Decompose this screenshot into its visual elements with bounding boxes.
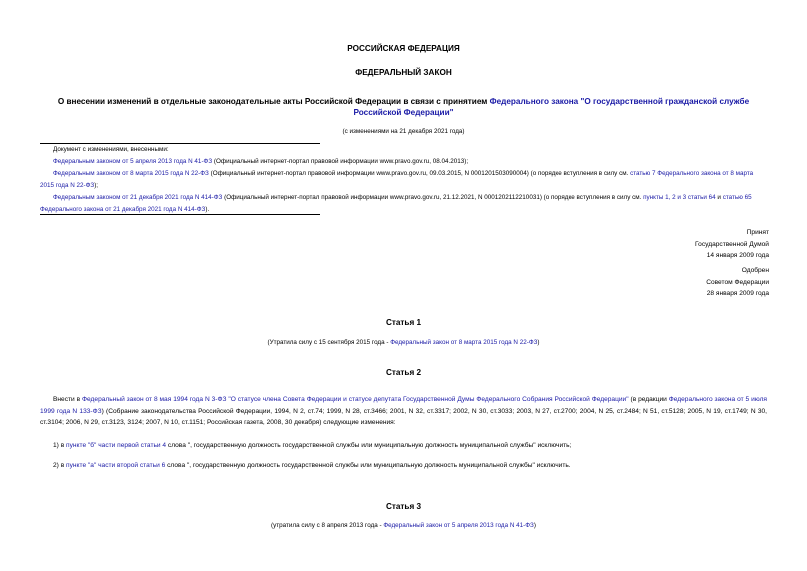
adoption-line-4: Одобрен — [741, 267, 769, 274]
doc-type-heading: ФЕДЕРАЛЬНЫЙ ЗАКОН — [355, 68, 452, 77]
article-1-note — [0, 337, 807, 349]
article-3-note-text: (утратила силу с 8 апреля 2013 года - — [271, 522, 384, 529]
adoption-line-3: 14 января 2009 года — [706, 252, 769, 259]
change-2-article-link[interactable]: статью 7 Федерального закона от 8 марта 2015 года N 22-ФЗ — [40, 170, 754, 189]
article-2-paragraph-1 — [40, 394, 767, 429]
change-2-link[interactable]: Федеральным законом от 8 марта 2015 года N 22-ФЗ — [53, 170, 209, 177]
article-2-p2-start: 1) в — [53, 442, 67, 449]
change-item-2 — [40, 168, 767, 192]
adoption-line-2: Государственной Думой — [695, 240, 769, 248]
article-1-note-link[interactable]: Федеральный закон от 8 марта 2015 года N 22-ФЗ — [390, 339, 538, 346]
adoption-line-1: Принят — [746, 229, 769, 236]
article-2-p1-end: ) (Собрание законодательства Российской Федерации, 1994, N 2, ст.74; 1999, N 28, ст.3466; 2001, N 32, ст.3317; 2002, N 30, ст.3033; 2003, N 27, ст.2700; 2004, N 25, ст.2484; N 51, ст.5128; 2005, N 19, ст.1749; N 30, ст.3104; 2006, N 29, ст.3123, 3124; 2007, N 10, ст.1151; Российская газета, 2008, 30 декабря) следующие изменения: — [40, 407, 767, 426]
document-title — [40, 96, 767, 118]
change-item-1 — [40, 156, 767, 168]
article-3-note-end: ) — [533, 522, 536, 529]
change-1-text: (Официальный интернет-портал правовой информации www.pravo.gov.ru, 08.04.2013); — [212, 158, 469, 165]
article-2-p3-start: 2) в — [53, 462, 67, 469]
change-3-and: и — [715, 194, 723, 201]
article-2-p3-link[interactable]: пункте "а" части второй статьи 6 — [66, 462, 166, 469]
adoption-duma — [695, 227, 769, 262]
title-link[interactable]: Федерального закона "О государственной гражданской службе Российской Федерации" — [353, 97, 750, 117]
article-2-p2-end: слова ", государственную должность государственной службы или муниципальную должность муниципальной службы" исключить; — [166, 442, 572, 449]
edition-note: (с изменениями на 21 декабря 2021 года) — [342, 128, 465, 135]
change-item-3 — [40, 192, 767, 216]
article-1-heading: Статья 1 — [385, 318, 422, 327]
change-3-article-link[interactable]: статью 65 Федерального закона от 21 декабря 2021 года N 414-ФЗ — [40, 194, 752, 213]
adoption-council — [706, 265, 769, 300]
change-3-link[interactable]: Федеральным законом от 21 декабря 2021 года N 414-ФЗ — [53, 194, 223, 201]
article-3-heading: Статья 3 — [385, 502, 422, 511]
article-2-paragraph-2 — [53, 440, 767, 452]
change-3-text: (Официальный интернет-портал правовой информации www.pravo.gov.ru, 21.12.2021, N 0001202112210031) (о порядке вступления в силу см. — [222, 194, 644, 201]
change-2-text: (Официальный интернет-портал правовой информации www.pravo.gov.ru, 09.03.2015, N 0001201503090004) (о порядке вступления в силу см. — [208, 170, 631, 177]
article-3-note — [0, 520, 807, 532]
article-2-paragraph-3 — [53, 460, 767, 472]
change-3-points-link[interactable]: пункты 1, 2 и 3 статьи 64 — [643, 194, 716, 201]
article-2-p1-start: Внести в — [53, 396, 83, 403]
article-2-p1-mid: (в редакции — [628, 396, 669, 403]
article-1-note-text: (Утратила силу с 15 сентября 2015 года - — [267, 339, 391, 346]
article-2-law-link[interactable]: Федеральный закон от 8 мая 1994 года N 3-ФЗ "О статусе члена Совета Федерации и статусе депутата Государственной Думы Федерального Собрания Российской Федерации" — [82, 396, 629, 403]
changes-intro: Документ с изменениями, внесенными: — [53, 146, 169, 153]
country-heading: РОССИЙСКАЯ ФЕДЕРАЦИЯ — [347, 44, 460, 53]
bottom-divider — [40, 214, 320, 215]
article-3-note-link[interactable]: Федеральный закон от 5 апреля 2013 года N 41-ФЗ — [383, 522, 534, 529]
article-2-p2-link[interactable]: пункте "б" части первой статьи 4 — [66, 442, 167, 449]
adoption-line-6: 28 января 2009 года — [706, 290, 769, 297]
title-text: О внесении изменений в отдельные законодательные акты Российской Федерации в связи с принятием — [57, 97, 490, 106]
adoption-line-5: Советом Федерации — [706, 278, 769, 286]
change-1-link[interactable]: Федеральным законом от 5 апреля 2013 года N 41-ФЗ — [53, 158, 213, 165]
article-1-note-end: ) — [537, 339, 540, 346]
change-3-end: ). — [205, 206, 210, 213]
changes-block — [40, 144, 767, 216]
change-2-end: ); — [94, 182, 99, 189]
article-2-heading: Статья 2 — [385, 368, 422, 377]
article-2-edition-link[interactable]: Федерального закона от 5 июля 1999 года N 133-ФЗ — [40, 396, 767, 415]
article-2-p3-end: слова ", государственную должность государственной службы или муниципальную должность муниципальной службы" исключить. — [165, 462, 571, 469]
